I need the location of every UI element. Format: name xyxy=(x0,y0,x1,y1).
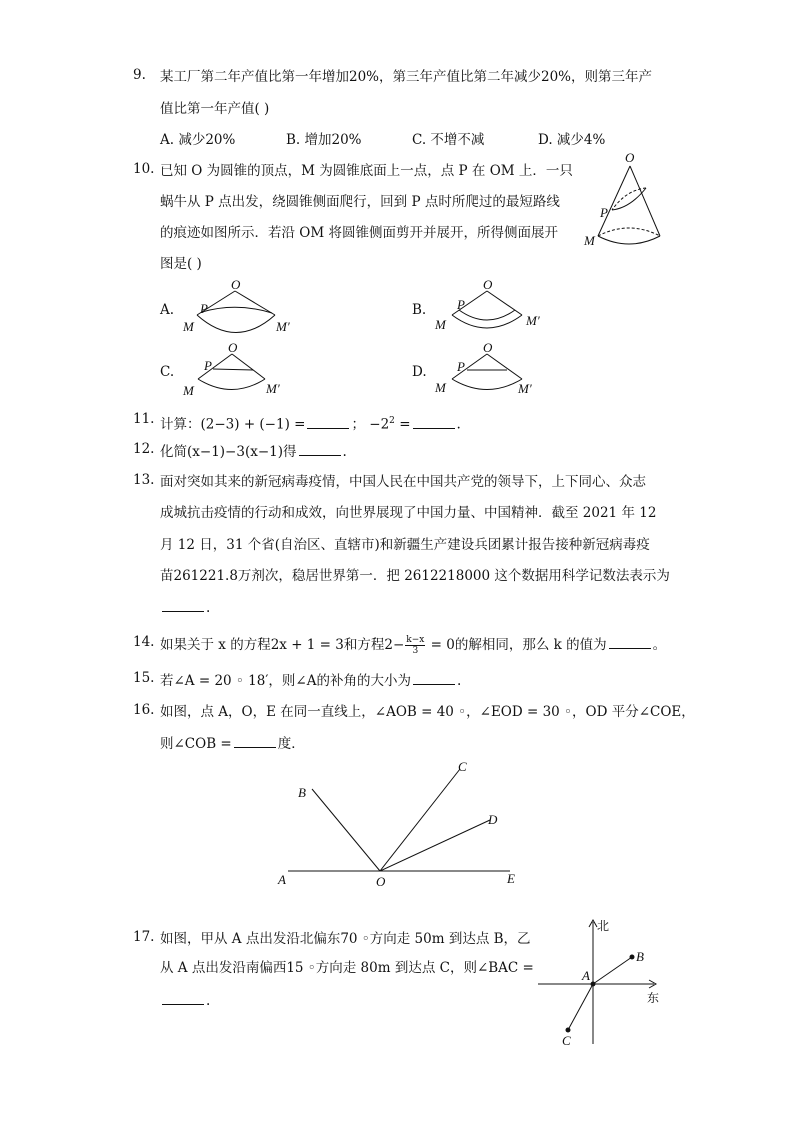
end-punct: . xyxy=(206,993,211,1009)
answer-blank xyxy=(299,441,341,456)
exponent: 2 xyxy=(389,416,395,426)
question-text: 从 A 点出发沿南偏西15 ◦方向走 80m 到达点 C，则∠BAC = xyxy=(160,960,534,976)
label-b: B xyxy=(298,785,306,800)
question-text: 值比第一年产值( ) xyxy=(160,101,270,117)
answer-blank xyxy=(609,634,651,649)
question-text: 某工厂第二年产值比第一年增加20%，第三年产值比第二年减少20%，则第三年产 xyxy=(160,69,653,85)
option-b: B. xyxy=(412,302,427,318)
label-p: P xyxy=(204,358,212,373)
label-north: 北 xyxy=(597,919,610,933)
question-text: 如图，甲从 A 点出发沿北偏东70 ◦方向走 50m 到达点 B，乙 xyxy=(160,931,531,947)
answer-blank xyxy=(162,597,204,612)
label-p: P xyxy=(457,359,465,374)
question-text-prefix: 计算：(2−3) + (−1) = xyxy=(160,416,306,433)
question-text-mid: ； −2 xyxy=(351,416,390,433)
direction-figure xyxy=(530,912,670,1050)
end-punct: . xyxy=(342,444,347,460)
answer-blank xyxy=(307,414,349,429)
answer-line xyxy=(160,990,210,1011)
question-text xyxy=(160,670,461,691)
label-m: M xyxy=(584,233,595,248)
label-p: P xyxy=(600,205,608,220)
question-text xyxy=(160,411,461,435)
question-text: 如图，点 A，O，E 在同一直线上，∠AOB = 40 ◦，∠EOD = 30 ◦，OD 平分∠COE， xyxy=(160,704,695,720)
question-text: 面对突如其来的新冠病毒疫情，中国人民在中国共产党的领导下，上下同心、众志 xyxy=(160,474,646,490)
answer-blank xyxy=(413,670,455,685)
end-punct: 。 xyxy=(652,637,667,653)
question-text: 的痕迹如图所示．若沿 OM 将圆锥侧面剪开并展开，所得侧面展开 xyxy=(160,225,558,241)
answer-blank xyxy=(162,990,204,1005)
label-m-prime: M′ xyxy=(518,381,532,396)
label-east: 东 xyxy=(647,991,660,1005)
question-text: 成城抗击疫情的行动和成效，向世界展现了中国力量、中国精神．截至 2021 年 12 xyxy=(160,505,657,521)
end-punct: . xyxy=(456,673,462,689)
question-text: 蜗牛从 P 点出发，绕圆锥侧面爬行，回到 P 点时所爬过的最短路线 xyxy=(160,194,560,210)
question-text: 月 12 日，31 个省(自治区、直辖市)和新疆生产建设兵团累计报告接种新冠病毒疫 xyxy=(160,537,650,553)
question-text-main: 若∠A = 20 ◦ 18′，则∠A的补角的大小为 xyxy=(160,673,411,689)
question-number: 9. xyxy=(133,67,146,83)
label-o: O xyxy=(228,340,238,355)
answer-blank xyxy=(413,414,455,429)
label-c: C xyxy=(458,759,467,774)
question-text xyxy=(160,634,666,656)
label-o: O xyxy=(231,278,241,292)
cone-figure xyxy=(580,148,670,253)
label-d: D xyxy=(488,812,498,827)
end-punct: . xyxy=(206,600,211,616)
end-punct: . xyxy=(456,416,461,433)
question-text-suffix: = 0的解相同，那么 k 的值为 xyxy=(426,637,607,653)
question-number: 15. xyxy=(133,670,155,686)
angle-figure xyxy=(270,755,530,895)
option-d: D. 减少4% xyxy=(538,132,606,148)
label-a: A xyxy=(582,968,590,983)
label-o: O xyxy=(483,278,493,292)
option-c: C. xyxy=(160,364,175,380)
label-m: M xyxy=(435,317,446,332)
label-e: E xyxy=(507,871,515,886)
label-c: C xyxy=(562,1033,571,1048)
option-b-figure xyxy=(432,278,552,338)
option-d: D. xyxy=(412,364,427,380)
fraction-numerator: k−x xyxy=(406,635,425,645)
label-o: O xyxy=(483,340,493,355)
option-a: A. 减少20% xyxy=(160,132,236,148)
label-m-prime: M′ xyxy=(276,319,290,334)
label-o: O xyxy=(376,874,386,889)
question-number: 10. xyxy=(133,161,155,177)
question-text-prefix: 则∠COB = xyxy=(160,736,232,752)
question-number: 14. xyxy=(133,634,155,650)
fraction-denominator: 3 xyxy=(412,646,419,656)
label-p: P xyxy=(200,301,208,316)
label-m: M xyxy=(183,383,194,398)
question-text-prefix: 如果关于 x 的方程2x + 1 = 3和方程2− xyxy=(160,637,405,653)
label-a: A xyxy=(278,872,286,887)
question-text: 苗261221.8万剂次，稳居世界第一．把 2612218000 这个数据用科学记数法表示为 xyxy=(160,568,670,584)
answer-blank xyxy=(234,733,276,748)
question-number: 16. xyxy=(133,702,155,718)
label-m-prime: M′ xyxy=(526,313,540,328)
label-m-prime: M′ xyxy=(266,381,280,396)
question-text xyxy=(160,441,347,462)
label-b: B xyxy=(636,949,644,964)
question-text-suffix: 度． xyxy=(277,736,305,752)
label-m: M xyxy=(435,380,446,395)
question-number: 17. xyxy=(133,929,155,945)
label-o: O xyxy=(625,150,635,165)
option-d-figure xyxy=(432,340,552,400)
question-text: 图是( ) xyxy=(160,256,202,272)
question-text: 已知 O 为圆锥的顶点，M 为圆锥底面上一点，点 P 在 OM 上．一只 xyxy=(160,163,573,179)
fraction xyxy=(405,635,425,656)
option-c-figure xyxy=(180,340,290,400)
question-text-main: 化简(x−1)−3(x−1)得 xyxy=(160,444,297,460)
option-b: B. 增加20% xyxy=(286,132,362,148)
question-text xyxy=(160,733,305,754)
label-p: P xyxy=(457,297,465,312)
option-a: A. xyxy=(160,302,175,318)
answer-line xyxy=(160,597,210,618)
label-m: M xyxy=(183,319,194,334)
question-number: 13. xyxy=(133,472,155,488)
question-number: 11. xyxy=(133,411,155,427)
option-a-figure xyxy=(180,278,300,338)
question-number: 12. xyxy=(133,441,155,457)
option-c: C. 不增不减 xyxy=(412,132,485,148)
equals: = xyxy=(394,416,411,433)
